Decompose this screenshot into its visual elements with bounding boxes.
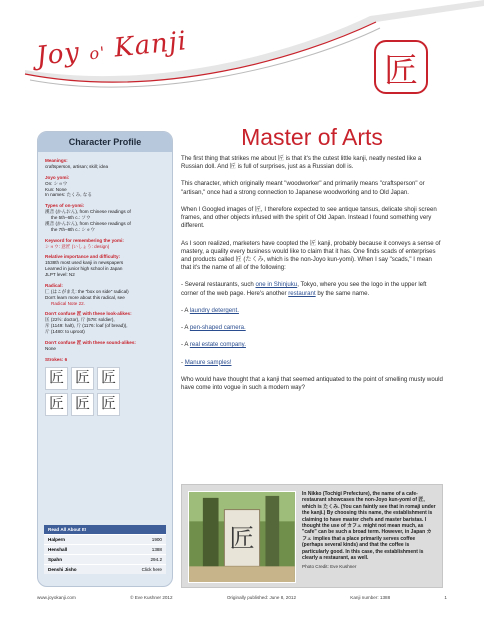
footer-page-number: 1 xyxy=(444,595,447,600)
pen-camera-link[interactable]: pen-shaped camera. xyxy=(189,324,246,332)
bullet-text: - A xyxy=(181,341,190,349)
cafe-sign-photo xyxy=(188,491,296,583)
read-name: Spahn xyxy=(44,555,113,565)
stroke-order-grid xyxy=(45,367,165,416)
radical-1: 匚 (はこがまえ: the "box on side" radical) xyxy=(45,288,129,294)
joyo-names: In names: たくみ, なる xyxy=(45,192,92,198)
photo-caption-text: In Nikko (Tochigi Prefecture), the name of a cafe-restaurant showcases the non-Joyo kun-yomi of 匠, which is たくみ. (You can faintly see that in romaji under the kanji.) By choosing this name, the establishment is claiming to have master chefs and master baristas. I thought the use of カフェ might not mean much, as "cafe" can be such a broad term. However, in Japan カフェ implies that a place primarily serves coffee (perhaps several kinds) and that the coffee is particularly good. In this case, the establishment is clearly a restaurant, as well. xyxy=(302,491,436,561)
restaurant-link[interactable]: restaurant xyxy=(288,289,316,297)
strokes-section xyxy=(45,357,165,416)
types-section xyxy=(45,203,165,232)
meanings-text: craftsperson, artisan; skill; idea xyxy=(45,163,109,169)
read-head: Read All About It! xyxy=(44,525,166,535)
logo-joy: Joy xyxy=(34,37,82,72)
footer-published: Originally published: June 8, 2012 xyxy=(226,595,297,600)
meanings-head: Meanings: xyxy=(45,158,68,163)
manure-samples-link[interactable]: Manure samples! xyxy=(184,358,232,366)
bullet-text: - A xyxy=(181,306,190,314)
denshi-jisho-link[interactable]: Click here xyxy=(113,565,166,575)
header xyxy=(0,0,484,120)
stroke-row-1 xyxy=(45,367,165,390)
table-row xyxy=(44,535,166,545)
bullet-camera xyxy=(181,324,443,332)
radical-note-link[interactable]: Radical Note 22. xyxy=(51,300,85,306)
confuse-look-head: Don't confuse 匠 with these look-alikes: xyxy=(45,311,132,317)
stroke-1: 匠 xyxy=(45,367,68,390)
read-all-about-it-table xyxy=(44,525,166,574)
read-name: Halpern xyxy=(44,535,113,545)
stroke-6: 匠 xyxy=(97,393,120,416)
radical-section xyxy=(45,283,165,307)
paragraph-5: Who would have thought that a kanji that seemed antiquated to the point of smelling musty would have come into vogue in such a modern way? xyxy=(181,375,443,391)
types-2b: the 7th–8th c.: ショウ xyxy=(51,226,96,232)
paragraph-3: When I Googled images of 匠, I therefore expected to see antique tansus, delicate shoji screen frames, and other objects infused with the spirit of Old Japan. Instead I found something very different. xyxy=(181,205,437,230)
confuse-sound-text: None xyxy=(45,345,56,351)
laundry-detergent-link[interactable]: laundry detergent. xyxy=(189,306,239,314)
table-row xyxy=(44,555,166,565)
types-1b: the 5th–6th c.: ソウ xyxy=(51,215,91,220)
character-profile-sidebar xyxy=(37,131,173,587)
paragraph-1: The first thing that strikes me about 匠 is that it's the cutest little kanji, neatly nested like a Russian doll. And 匠 is full of surprises, just as a Russian doll is. xyxy=(181,155,422,171)
radical-2: Don't learn more about this radical, see xyxy=(45,294,125,300)
logo-o: o' xyxy=(88,42,107,64)
importance-1: 1538th most used kanji in newspapers xyxy=(45,260,124,266)
footer-copyright: © Eve Kushner 2012 xyxy=(130,595,173,600)
photo-caption-box xyxy=(181,484,443,588)
confuse-look-1: 匡 (22½: doctor), 斤 (578: soldier), xyxy=(45,317,115,323)
paragraph-4: As I soon realized, marketers have coopted the 匠 kanji, probably because it conveys a sense of mastery, a quality every business would like to claim that it has. One finds scads of enterprises and products called 匠 (たくみ, which is the non-Joyo kun-yomi). When I say "scads," I mean that it's the name of all of the following: xyxy=(181,239,441,272)
types-1a: 漢音 (かんおん), from Chinese readings of xyxy=(45,209,131,215)
keyword-text: ショウ: 意匠 (いしょう: design) xyxy=(45,243,110,249)
confuse-look-2: 斥 (1149: halt), 斤 (1176: loaf (of bread)), xyxy=(45,323,128,329)
stroke-4: 匠 xyxy=(45,393,68,416)
bullet-manure xyxy=(181,359,443,367)
photo-caption xyxy=(302,491,436,581)
read-value: 1900 xyxy=(113,535,166,545)
confuse-look-3: 斤 (1480: to uproot) xyxy=(45,329,85,334)
joyo-kun: Kun: None xyxy=(45,186,67,192)
bullet-real-estate xyxy=(181,341,443,349)
shinjuku-link[interactable]: one in Shinjuku xyxy=(255,281,298,289)
joyo-section xyxy=(45,175,165,199)
table-row xyxy=(44,545,166,555)
confuse-sound-section xyxy=(45,340,165,352)
table-row xyxy=(44,565,166,575)
sidebar-title: Character Profile xyxy=(38,132,172,152)
stroke-5: 匠 xyxy=(71,393,94,416)
meanings-section xyxy=(45,158,165,170)
radical-head: Radical: xyxy=(45,282,63,288)
stroke-3: 匠 xyxy=(97,367,120,390)
keyword-section xyxy=(45,238,165,250)
article-title: Master of Arts xyxy=(241,124,383,150)
bullet-text: , Tokyo, where you see the logo in the upper left corner of the web page. Here's another xyxy=(181,281,427,297)
footer xyxy=(37,595,447,600)
footer-kanji-number: Kanji number: 1388 xyxy=(350,595,391,600)
types-head: Types of on-yomi: xyxy=(45,203,85,209)
bullet-restaurants xyxy=(181,281,443,297)
logo-kanji: Kanji xyxy=(112,26,189,64)
importance-3: JLPT level: N2 xyxy=(45,272,75,277)
paragraph-2: This character, which originally meant "woodworker" and primarily means "craftsperson" or "artisan," once had a strong connection to Japanese woodworking and to Old Japan. xyxy=(181,180,425,196)
importance-head: Relative importance and difficulty: xyxy=(45,254,121,260)
photo-credit: Photo Credit: Eve Kushner xyxy=(302,564,357,570)
read-value: 294.2 xyxy=(113,555,166,565)
bullet-text: - Several restaurants, such xyxy=(181,281,256,289)
joyo-on: On: ショウ xyxy=(45,180,68,186)
stroke-row-2 xyxy=(45,393,165,416)
photo-sign-char: 匠 xyxy=(229,522,255,553)
footer-url[interactable]: www.joyokanji.com xyxy=(37,595,76,600)
read-name: Denshi Jisho xyxy=(44,565,113,575)
bullet-text: - xyxy=(181,358,185,366)
read-name: Henshall xyxy=(44,545,113,555)
bullet-text: - A xyxy=(181,324,190,332)
bullet-detergent xyxy=(181,307,443,315)
types-2a: 漢音 (かんおん), from Chinese readings of xyxy=(45,220,131,226)
sidebar-content xyxy=(38,152,172,416)
keyword-head: Keyword for remembering the yomi: xyxy=(45,237,124,243)
real-estate-link[interactable]: real estate company. xyxy=(189,341,246,349)
article-body xyxy=(181,155,443,401)
confuse-look-section xyxy=(45,311,165,335)
bullet-text: by the same name. xyxy=(315,289,370,297)
importance-section xyxy=(45,254,165,278)
read-value: 1388 xyxy=(113,545,166,555)
joyo-head: Joyo yomi: xyxy=(45,174,70,180)
header-kanji: 匠 xyxy=(374,40,428,94)
strokes-head: Strokes: 6 xyxy=(45,356,68,362)
importance-2: Learned in junior high school in Japan xyxy=(45,266,123,272)
stroke-2: 匠 xyxy=(71,367,94,390)
confuse-sound-head: Don't confuse 匠 with these sound-alikes: xyxy=(45,339,136,345)
